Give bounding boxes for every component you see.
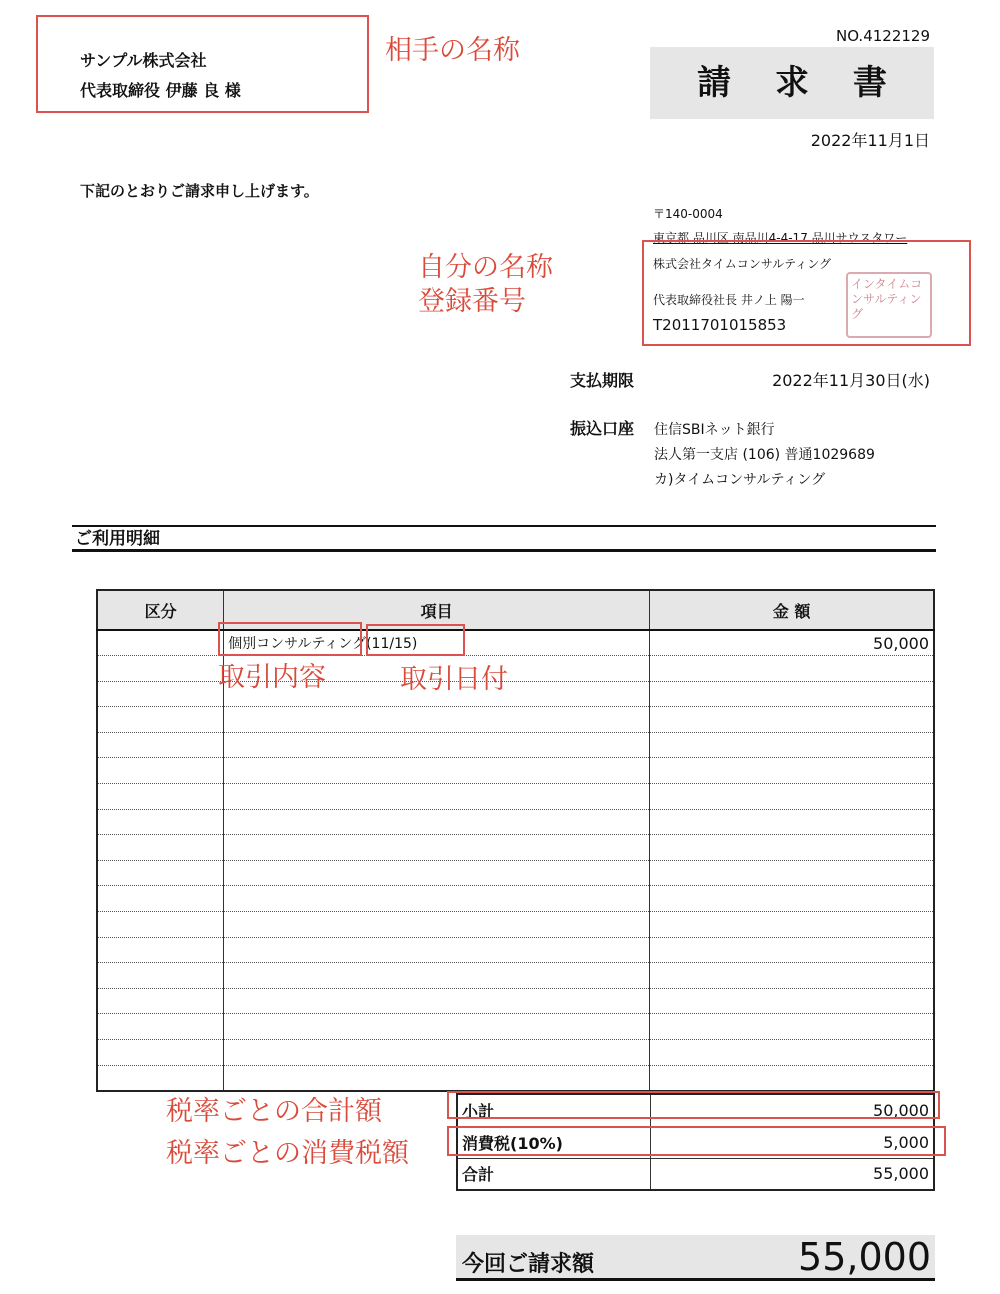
- section-title: ご利用明細: [75, 529, 160, 549]
- row-item: [224, 912, 650, 938]
- annotation-box-sender: [642, 240, 971, 346]
- section-rule-top: [72, 525, 936, 527]
- subtotal-value: 50,000: [650, 1094, 934, 1126]
- row-category: [97, 681, 224, 707]
- recipient-person: 代表取締役 伊藤 良 様: [80, 81, 241, 100]
- row-category: [97, 1014, 224, 1040]
- row-category: [97, 707, 224, 733]
- row-amount: [650, 707, 934, 733]
- account-info: [654, 418, 875, 493]
- seal-text: インタイムコンサルティング: [851, 277, 923, 321]
- row-item: [224, 860, 650, 886]
- annotation-box-content: [218, 622, 362, 656]
- table-row: [97, 1040, 934, 1066]
- row-item: [224, 886, 650, 912]
- row-amount: [650, 784, 934, 810]
- row-item: [224, 1040, 650, 1066]
- sender-representative: 代表取締役社長 井ノ上 陽一: [653, 293, 805, 307]
- row-category: [97, 809, 224, 835]
- annotation-registration-number: 登録番号: [418, 286, 526, 317]
- row-item: [224, 758, 650, 784]
- grand-total-label: 今回ご請求額: [462, 1252, 595, 1277]
- row-amount: [650, 656, 934, 682]
- row-category: [97, 1065, 224, 1091]
- row-category: [97, 784, 224, 810]
- row-amount: [650, 963, 934, 989]
- annotation-transaction-date: 取引日付: [400, 664, 508, 695]
- row-item: [224, 809, 650, 835]
- row-category: [97, 860, 224, 886]
- tax-value: 5,000: [650, 1126, 934, 1158]
- grand-total-value: 55,000: [798, 1235, 931, 1279]
- greeting-text: 下記のとおりご請求申し上げます。: [80, 182, 319, 200]
- annotation-counterparty-name: 相手の名称: [385, 35, 520, 66]
- row-amount: [650, 1014, 934, 1040]
- total-value: 55,000: [650, 1158, 934, 1190]
- branch-account: 法人第一支店 (106) 普通1029689: [654, 447, 875, 463]
- table-row: [97, 912, 934, 938]
- row-category: [97, 886, 224, 912]
- due-label: 支払期限: [570, 371, 635, 390]
- row-amount: [650, 758, 934, 784]
- registration-number: T2011701015853: [653, 316, 787, 334]
- row-category: [97, 988, 224, 1014]
- row-amount: [650, 988, 934, 1014]
- table-row: [97, 937, 934, 963]
- issue-date: 2022年11月1日: [810, 131, 930, 150]
- annotation-total-per-rate: 税率ごとの合計額: [166, 1096, 382, 1127]
- invoice-number: NO.4122129: [836, 27, 930, 45]
- recipient-company: サンプル株式会社: [80, 51, 207, 70]
- due-date: 2022年11月30日(水): [772, 371, 930, 390]
- row-amount: [650, 1065, 934, 1091]
- table-row: [97, 1065, 934, 1091]
- total-label: 合計: [457, 1158, 650, 1190]
- header-item: 項目: [224, 590, 650, 630]
- table-row: [97, 963, 934, 989]
- table-row: [97, 707, 934, 733]
- table-row: [97, 860, 934, 886]
- row-amount: [650, 681, 934, 707]
- account-label: 振込口座: [570, 419, 635, 438]
- row-category: [97, 835, 224, 861]
- sender-company: 株式会社タイムコンサルティング: [653, 257, 831, 271]
- row-item: [224, 963, 650, 989]
- section-rule-bottom: [72, 549, 936, 552]
- row-category: [97, 630, 224, 656]
- row-amount: [650, 860, 934, 886]
- sender-zip: 〒140-0004: [653, 207, 723, 221]
- bank-name: 住信SBIネット銀行: [654, 422, 775, 438]
- row-category: [97, 963, 224, 989]
- table-row: [97, 758, 934, 784]
- header-amount: 金 額: [650, 590, 934, 630]
- table-row: [97, 988, 934, 1014]
- row-amount: [650, 886, 934, 912]
- row-category: [97, 656, 224, 682]
- row-item: [224, 784, 650, 810]
- row-item: [224, 937, 650, 963]
- row-item: [224, 732, 650, 758]
- row-amount: [650, 937, 934, 963]
- row-item: 個別コンサルティング(11/15): [224, 630, 650, 656]
- annotation-box-tax: [447, 1126, 946, 1156]
- row-amount: 50,000: [650, 630, 934, 656]
- grand-total-block: [456, 1235, 935, 1281]
- annotation-box-subtotal: [447, 1091, 940, 1119]
- table-row: [97, 886, 934, 912]
- total-row: [457, 1158, 934, 1190]
- row-item: [224, 707, 650, 733]
- tax-label: 消費税(10%): [457, 1126, 650, 1158]
- row-item: [224, 1065, 650, 1091]
- table-row: [97, 1014, 934, 1040]
- table-row: [97, 809, 934, 835]
- row-category: [97, 758, 224, 784]
- row-category: [97, 732, 224, 758]
- row-category: [97, 912, 224, 938]
- row-amount: [650, 809, 934, 835]
- table-row: [97, 732, 934, 758]
- subtotal-label: 小計: [457, 1094, 650, 1126]
- annotation-box-date: [366, 624, 465, 656]
- annotation-own-name: 自分の名称: [418, 252, 553, 283]
- header-category: 区分: [97, 590, 224, 630]
- row-item: [224, 988, 650, 1014]
- table-row: [97, 835, 934, 861]
- annotation-box-counterparty: [36, 15, 369, 113]
- row-amount: [650, 912, 934, 938]
- row-amount: [650, 732, 934, 758]
- row-item: [224, 1014, 650, 1040]
- sender-address: 東京都 品川区 南品川4-4-17 品川サウスタワー: [653, 231, 908, 245]
- row-amount: [650, 835, 934, 861]
- annotation-tax-per-rate: 税率ごとの消費税額: [166, 1138, 409, 1169]
- table-row: [97, 784, 934, 810]
- account-holder: カ)タイムコンサルティング: [654, 472, 826, 488]
- annotation-transaction-content: 取引内容: [218, 662, 326, 693]
- row-item: [224, 835, 650, 861]
- row-category: [97, 937, 224, 963]
- row-category: [97, 1040, 224, 1066]
- row-amount: [650, 1040, 934, 1066]
- document-title: 請 求 書: [650, 47, 934, 119]
